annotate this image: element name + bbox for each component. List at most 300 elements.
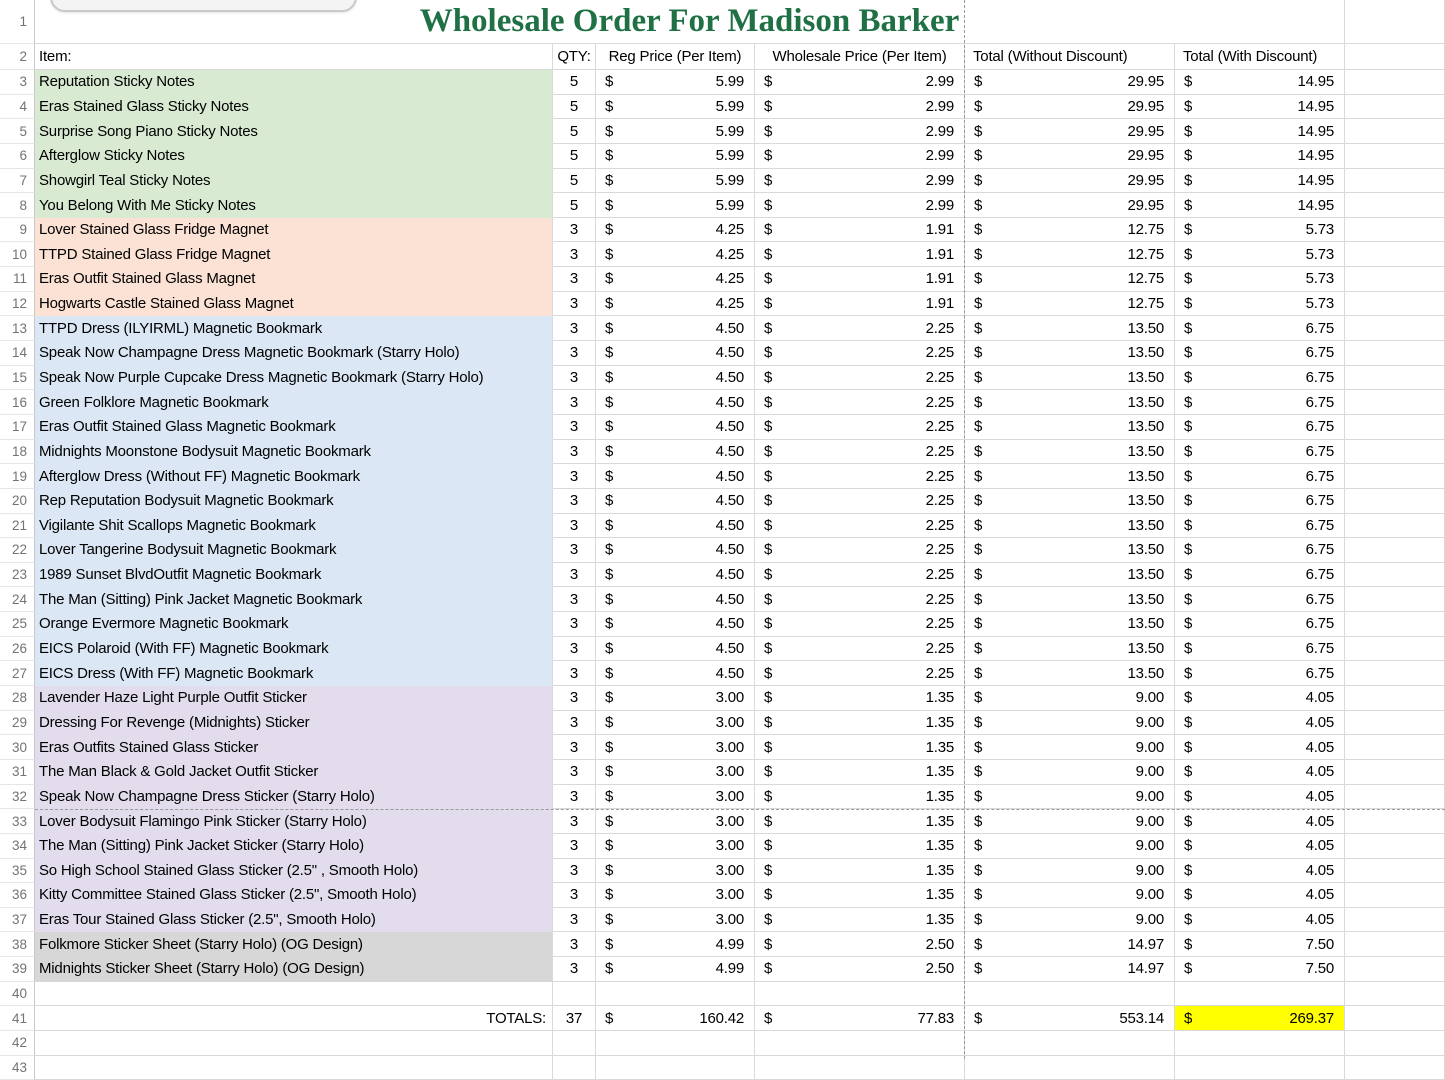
qty-cell[interactable]: 3	[553, 883, 596, 908]
qty-cell[interactable]: 3	[553, 316, 596, 341]
empty-cell[interactable]	[1345, 1006, 1445, 1031]
empty-cell[interactable]	[1345, 119, 1445, 144]
reg-price-cell[interactable]	[596, 908, 755, 933]
qty-cell[interactable]: 3	[553, 341, 596, 366]
reg-price-cell[interactable]	[596, 70, 755, 95]
row-number[interactable]: 36	[0, 883, 35, 908]
reg-price-cell[interactable]	[596, 785, 755, 810]
reg-price-cell[interactable]	[596, 735, 755, 760]
item-cell[interactable]	[35, 144, 553, 169]
reg-price-cell[interactable]	[596, 316, 755, 341]
total-with-cell[interactable]	[1175, 760, 1345, 785]
item-cell[interactable]	[35, 587, 553, 612]
item-cell[interactable]	[35, 464, 553, 489]
row-number[interactable]: 32	[0, 785, 35, 810]
empty-cell[interactable]	[1345, 390, 1445, 415]
item-cell[interactable]	[35, 70, 553, 95]
reg-price-cell[interactable]	[596, 292, 755, 317]
reg-price-cell[interactable]	[596, 1031, 755, 1056]
empty-cell[interactable]	[1345, 859, 1445, 884]
empty-cell[interactable]	[1345, 735, 1445, 760]
total-with-cell[interactable]	[1175, 415, 1345, 440]
wholesale-price-cell[interactable]	[755, 218, 965, 243]
wholesale-price-cell[interactable]	[755, 587, 965, 612]
total-without-cell[interactable]	[965, 637, 1175, 662]
row-number[interactable]: 2	[0, 44, 35, 70]
total-without-cell[interactable]	[965, 563, 1175, 588]
item-cell[interactable]	[35, 859, 553, 884]
reg-price-cell[interactable]	[596, 489, 755, 514]
reg-price-cell[interactable]	[596, 169, 755, 194]
qty-cell[interactable]: 3	[553, 612, 596, 637]
wholesale-price-cell[interactable]	[755, 686, 965, 711]
row-number[interactable]: 35	[0, 859, 35, 884]
wholesale-price-cell[interactable]	[755, 464, 965, 489]
qty-cell[interactable]: 3	[553, 735, 596, 760]
item-cell[interactable]	[35, 785, 553, 810]
totals-reg-price-cell[interactable]	[596, 1006, 755, 1031]
wholesale-price-cell[interactable]	[755, 711, 965, 736]
total-with-cell[interactable]	[1175, 637, 1345, 662]
total-without-cell[interactable]	[965, 785, 1175, 810]
qty-cell[interactable]: 3	[553, 267, 596, 292]
reg-price-cell[interactable]	[596, 242, 755, 267]
total-with-cell[interactable]	[1175, 735, 1345, 760]
row-number[interactable]: 41	[0, 1006, 35, 1031]
total-without-cell[interactable]	[965, 612, 1175, 637]
reg-price-cell[interactable]	[596, 1056, 755, 1080]
reg-price-cell[interactable]	[596, 95, 755, 120]
row-number[interactable]: 8	[0, 193, 35, 218]
reg-price-cell[interactable]	[596, 144, 755, 169]
wholesale-price-cell[interactable]	[755, 169, 965, 194]
wholesale-price-cell[interactable]	[755, 70, 965, 95]
qty-cell[interactable]: 3	[553, 415, 596, 440]
row-number[interactable]: 21	[0, 514, 35, 539]
empty-cell[interactable]	[1345, 316, 1445, 341]
empty-cell[interactable]	[1345, 563, 1445, 588]
qty-cell[interactable]: 3	[553, 711, 596, 736]
empty-cell[interactable]	[1345, 44, 1445, 70]
wholesale-price-cell[interactable]	[755, 735, 965, 760]
empty-cell[interactable]	[1345, 932, 1445, 957]
item-cell[interactable]	[35, 957, 553, 982]
row-number[interactable]: 33	[0, 809, 35, 834]
total-with-cell[interactable]	[1175, 883, 1345, 908]
wholesale-price-cell[interactable]	[755, 440, 965, 465]
row-number[interactable]: 14	[0, 341, 35, 366]
total-without-cell[interactable]	[965, 341, 1175, 366]
qty-cell[interactable]: 3	[553, 785, 596, 810]
qty-cell[interactable]: 5	[553, 169, 596, 194]
empty-cell[interactable]	[1345, 637, 1445, 662]
wholesale-price-cell[interactable]	[755, 982, 965, 1007]
total-with-cell[interactable]	[1175, 70, 1345, 95]
total-with-cell[interactable]	[1175, 538, 1345, 563]
row-number[interactable]: 19	[0, 464, 35, 489]
total-without-cell[interactable]	[965, 883, 1175, 908]
qty-cell[interactable]: 3	[553, 760, 596, 785]
qty-cell[interactable]: 3	[553, 292, 596, 317]
item-cell[interactable]	[35, 711, 553, 736]
row-number[interactable]: 13	[0, 316, 35, 341]
empty-cell[interactable]	[1345, 292, 1445, 317]
total-without-cell[interactable]	[965, 242, 1175, 267]
total-with-cell[interactable]	[1175, 834, 1345, 859]
reg-price-cell[interactable]	[596, 390, 755, 415]
item-cell[interactable]	[35, 390, 553, 415]
reg-price-cell[interactable]	[596, 415, 755, 440]
reg-price-cell[interactable]	[596, 267, 755, 292]
empty-cell[interactable]	[1345, 538, 1445, 563]
empty-cell[interactable]	[1345, 957, 1445, 982]
total-with-cell[interactable]	[1175, 1056, 1345, 1080]
empty-cell[interactable]	[1345, 661, 1445, 686]
item-cell[interactable]	[35, 119, 553, 144]
total-without-cell[interactable]	[965, 661, 1175, 686]
total-with-cell[interactable]	[1175, 587, 1345, 612]
total-without-cell[interactable]	[965, 711, 1175, 736]
row-number[interactable]: 24	[0, 587, 35, 612]
reg-price-cell[interactable]	[596, 218, 755, 243]
total-without-cell[interactable]	[965, 95, 1175, 120]
item-cell[interactable]	[35, 686, 553, 711]
reg-price-cell[interactable]	[596, 464, 755, 489]
row-number[interactable]: 11	[0, 267, 35, 292]
total-with-cell[interactable]	[1175, 95, 1345, 120]
wholesale-price-cell[interactable]	[755, 95, 965, 120]
item-cell[interactable]	[35, 538, 553, 563]
qty-cell[interactable]	[553, 1056, 596, 1080]
row-number[interactable]: 5	[0, 119, 35, 144]
total-without-cell[interactable]	[965, 390, 1175, 415]
wholesale-price-cell[interactable]	[755, 316, 965, 341]
total-without-cell[interactable]	[965, 982, 1175, 1007]
wholesale-price-cell[interactable]	[755, 661, 965, 686]
total-without-cell[interactable]	[965, 686, 1175, 711]
qty-cell[interactable]: 3	[553, 587, 596, 612]
row-number[interactable]: 6	[0, 144, 35, 169]
item-cell[interactable]	[35, 1056, 553, 1080]
row-number[interactable]: 7	[0, 169, 35, 194]
total-without-cell[interactable]	[965, 859, 1175, 884]
row-number[interactable]: 3	[0, 70, 35, 95]
qty-cell[interactable]: 3	[553, 538, 596, 563]
qty-cell[interactable]: 3	[553, 809, 596, 834]
reg-price-cell[interactable]	[596, 686, 755, 711]
totals-wholesale-price-cell[interactable]	[755, 1006, 965, 1031]
reg-price-cell[interactable]	[596, 193, 755, 218]
reg-price-cell[interactable]	[596, 563, 755, 588]
wholesale-price-cell[interactable]	[755, 144, 965, 169]
empty-cell[interactable]	[1345, 760, 1445, 785]
total-with-cell[interactable]	[1175, 711, 1345, 736]
item-cell[interactable]	[35, 169, 553, 194]
reg-price-cell[interactable]	[596, 661, 755, 686]
total-without-cell[interactable]	[965, 489, 1175, 514]
wholesale-price-cell[interactable]	[755, 341, 965, 366]
total-without-cell[interactable]	[965, 809, 1175, 834]
row-number[interactable]: 42	[0, 1031, 35, 1056]
item-cell[interactable]	[35, 735, 553, 760]
reg-price-cell[interactable]	[596, 440, 755, 465]
qty-cell[interactable]	[553, 1031, 596, 1056]
wholesale-price-cell[interactable]	[755, 883, 965, 908]
header-wholesale-price-cell[interactable]	[755, 44, 965, 70]
total-without-cell[interactable]	[965, 1056, 1175, 1080]
reg-price-cell[interactable]	[596, 612, 755, 637]
total-with-cell[interactable]	[1175, 809, 1345, 834]
header-item-cell[interactable]	[35, 44, 553, 70]
row-number[interactable]: 22	[0, 538, 35, 563]
item-cell[interactable]	[35, 809, 553, 834]
row-number[interactable]: 34	[0, 834, 35, 859]
row-number[interactable]: 30	[0, 735, 35, 760]
wholesale-price-cell[interactable]	[755, 637, 965, 662]
reg-price-cell[interactable]	[596, 859, 755, 884]
total-with-cell[interactable]	[1175, 982, 1345, 1007]
reg-price-cell[interactable]	[596, 341, 755, 366]
wholesale-price-cell[interactable]	[755, 563, 965, 588]
reg-price-cell[interactable]	[596, 834, 755, 859]
wholesale-price-cell[interactable]	[755, 859, 965, 884]
total-with-cell[interactable]	[1175, 514, 1345, 539]
empty-cell[interactable]	[1345, 883, 1445, 908]
empty-cell[interactable]	[1345, 341, 1445, 366]
row-number[interactable]: 9	[0, 218, 35, 243]
reg-price-cell[interactable]	[596, 538, 755, 563]
total-without-cell[interactable]	[965, 119, 1175, 144]
item-cell[interactable]	[35, 637, 553, 662]
qty-cell[interactable]: 3	[553, 390, 596, 415]
qty-cell[interactable]: 3	[553, 218, 596, 243]
qty-cell[interactable]	[553, 982, 596, 1007]
total-with-cell[interactable]	[1175, 612, 1345, 637]
qty-cell[interactable]: 3	[553, 514, 596, 539]
qty-cell[interactable]: 5	[553, 193, 596, 218]
wholesale-price-cell[interactable]	[755, 193, 965, 218]
row-number[interactable]: 25	[0, 612, 35, 637]
row-number[interactable]: 10	[0, 242, 35, 267]
row-number[interactable]: 29	[0, 711, 35, 736]
total-with-cell[interactable]	[1175, 193, 1345, 218]
wholesale-price-cell[interactable]	[755, 267, 965, 292]
item-cell[interactable]	[35, 440, 553, 465]
empty-cell[interactable]	[1345, 785, 1445, 810]
reg-price-cell[interactable]	[596, 982, 755, 1007]
qty-cell[interactable]: 5	[553, 70, 596, 95]
item-cell[interactable]	[35, 316, 553, 341]
total-with-cell[interactable]	[1175, 366, 1345, 391]
total-without-cell[interactable]	[965, 366, 1175, 391]
item-cell[interactable]	[35, 514, 553, 539]
item-cell[interactable]	[35, 267, 553, 292]
row-number[interactable]: 27	[0, 661, 35, 686]
total-with-cell[interactable]	[1175, 563, 1345, 588]
total-without-cell[interactable]	[965, 169, 1175, 194]
total-with-cell[interactable]	[1175, 144, 1345, 169]
wholesale-price-cell[interactable]	[755, 242, 965, 267]
header-reg-price-cell[interactable]	[596, 44, 755, 70]
wholesale-price-cell[interactable]	[755, 1056, 965, 1080]
qty-cell[interactable]: 3	[553, 366, 596, 391]
row-number[interactable]: 17	[0, 415, 35, 440]
total-without-cell[interactable]	[965, 316, 1175, 341]
empty-cell[interactable]	[1345, 834, 1445, 859]
wholesale-price-cell[interactable]	[755, 119, 965, 144]
empty-cell[interactable]	[1345, 0, 1445, 44]
header-total-with-cell[interactable]	[1175, 44, 1345, 70]
empty-cell[interactable]	[1345, 809, 1445, 834]
total-with-cell[interactable]	[1175, 242, 1345, 267]
total-without-cell[interactable]	[965, 415, 1175, 440]
total-without-cell[interactable]	[965, 514, 1175, 539]
total-without-cell[interactable]	[965, 440, 1175, 465]
row-number[interactable]: 15	[0, 366, 35, 391]
row-number[interactable]: 18	[0, 440, 35, 465]
wholesale-price-cell[interactable]	[755, 292, 965, 317]
total-with-cell[interactable]	[1175, 169, 1345, 194]
reg-price-cell[interactable]	[596, 637, 755, 662]
row-number[interactable]: 39	[0, 957, 35, 982]
reg-price-cell[interactable]	[596, 809, 755, 834]
item-cell[interactable]	[35, 489, 553, 514]
reg-price-cell[interactable]	[596, 587, 755, 612]
total-with-cell[interactable]	[1175, 218, 1345, 243]
empty-cell[interactable]	[1345, 218, 1445, 243]
item-cell[interactable]	[35, 661, 553, 686]
wholesale-price-cell[interactable]	[755, 612, 965, 637]
qty-cell[interactable]: 3	[553, 834, 596, 859]
wholesale-price-cell[interactable]	[755, 809, 965, 834]
total-without-cell[interactable]	[965, 218, 1175, 243]
total-with-cell[interactable]	[1175, 440, 1345, 465]
empty-cell[interactable]	[1345, 686, 1445, 711]
header-total-without-cell[interactable]	[965, 44, 1175, 70]
item-cell[interactable]	[35, 932, 553, 957]
wholesale-price-cell[interactable]	[755, 760, 965, 785]
wholesale-price-cell[interactable]	[755, 1031, 965, 1056]
total-with-cell[interactable]	[1175, 119, 1345, 144]
wholesale-price-cell[interactable]	[755, 932, 965, 957]
totals-qty-cell[interactable]: 37	[553, 1006, 596, 1031]
row-number[interactable]: 20	[0, 489, 35, 514]
wholesale-price-cell[interactable]	[755, 908, 965, 933]
wholesale-price-cell[interactable]	[755, 489, 965, 514]
row-number[interactable]: 16	[0, 390, 35, 415]
total-without-cell[interactable]	[965, 587, 1175, 612]
item-cell[interactable]	[35, 292, 553, 317]
item-cell[interactable]	[35, 242, 553, 267]
qty-cell[interactable]: 3	[553, 661, 596, 686]
qty-cell[interactable]: 3	[553, 637, 596, 662]
totals-total-without-cell[interactable]	[965, 1006, 1175, 1031]
empty-cell[interactable]	[1345, 1056, 1445, 1080]
empty-cell[interactable]	[1345, 242, 1445, 267]
qty-cell[interactable]: 3	[553, 859, 596, 884]
wholesale-price-cell[interactable]	[755, 785, 965, 810]
qty-cell[interactable]: 3	[553, 932, 596, 957]
reg-price-cell[interactable]	[596, 514, 755, 539]
qty-cell[interactable]: 5	[553, 95, 596, 120]
empty-cell[interactable]	[1345, 612, 1445, 637]
empty-cell[interactable]	[1345, 982, 1445, 1007]
row-number[interactable]: 40	[0, 982, 35, 1007]
empty-cell[interactable]	[1345, 144, 1445, 169]
total-without-cell[interactable]	[965, 292, 1175, 317]
total-with-cell[interactable]	[1175, 957, 1345, 982]
row-number[interactable]: 37	[0, 908, 35, 933]
row-number[interactable]: 43	[0, 1056, 35, 1080]
total-without-cell[interactable]	[965, 70, 1175, 95]
total-with-cell[interactable]	[1175, 932, 1345, 957]
reg-price-cell[interactable]	[596, 119, 755, 144]
empty-cell[interactable]	[1345, 193, 1445, 218]
total-with-cell[interactable]	[1175, 489, 1345, 514]
item-cell[interactable]	[35, 366, 553, 391]
qty-cell[interactable]: 3	[553, 489, 596, 514]
total-without-cell[interactable]	[965, 1031, 1175, 1056]
reg-price-cell[interactable]	[596, 883, 755, 908]
total-without-cell[interactable]	[965, 735, 1175, 760]
row-number[interactable]: 26	[0, 637, 35, 662]
total-without-cell[interactable]	[965, 464, 1175, 489]
item-cell[interactable]	[35, 341, 553, 366]
empty-cell[interactable]	[1345, 489, 1445, 514]
item-cell[interactable]	[35, 760, 553, 785]
row-number[interactable]: 4	[0, 95, 35, 120]
empty-cell[interactable]	[1345, 415, 1445, 440]
total-with-cell[interactable]	[1175, 292, 1345, 317]
totals-total-with-cell[interactable]	[1175, 1006, 1345, 1031]
empty-cell[interactable]	[1345, 514, 1445, 539]
item-cell[interactable]	[35, 908, 553, 933]
wholesale-price-cell[interactable]	[755, 366, 965, 391]
total-without-cell[interactable]	[965, 538, 1175, 563]
item-cell[interactable]	[35, 982, 553, 1007]
empty-cell[interactable]	[1345, 464, 1445, 489]
qty-cell[interactable]: 3	[553, 563, 596, 588]
qty-cell[interactable]: 5	[553, 144, 596, 169]
row-number[interactable]: 23	[0, 563, 35, 588]
total-with-cell[interactable]	[1175, 859, 1345, 884]
header-qty-cell[interactable]	[553, 44, 596, 70]
empty-cell[interactable]	[1345, 267, 1445, 292]
total-with-cell[interactable]	[1175, 1031, 1345, 1056]
total-without-cell[interactable]	[965, 908, 1175, 933]
qty-cell[interactable]: 3	[553, 908, 596, 933]
item-cell[interactable]	[35, 218, 553, 243]
reg-price-cell[interactable]	[596, 957, 755, 982]
total-without-cell[interactable]	[965, 267, 1175, 292]
qty-cell[interactable]: 5	[553, 119, 596, 144]
qty-cell[interactable]: 3	[553, 440, 596, 465]
empty-cell[interactable]	[1345, 1031, 1445, 1056]
empty-cell[interactable]	[1345, 440, 1445, 465]
empty-cell[interactable]	[1345, 169, 1445, 194]
empty-cell[interactable]	[1345, 366, 1445, 391]
wholesale-price-cell[interactable]	[755, 957, 965, 982]
reg-price-cell[interactable]	[596, 760, 755, 785]
item-cell[interactable]	[35, 883, 553, 908]
total-with-cell[interactable]	[1175, 686, 1345, 711]
empty-cell[interactable]	[1345, 70, 1445, 95]
wholesale-price-cell[interactable]	[755, 390, 965, 415]
wholesale-price-cell[interactable]	[755, 538, 965, 563]
total-without-cell[interactable]	[965, 760, 1175, 785]
total-with-cell[interactable]	[1175, 341, 1345, 366]
empty-cell[interactable]	[1345, 587, 1445, 612]
